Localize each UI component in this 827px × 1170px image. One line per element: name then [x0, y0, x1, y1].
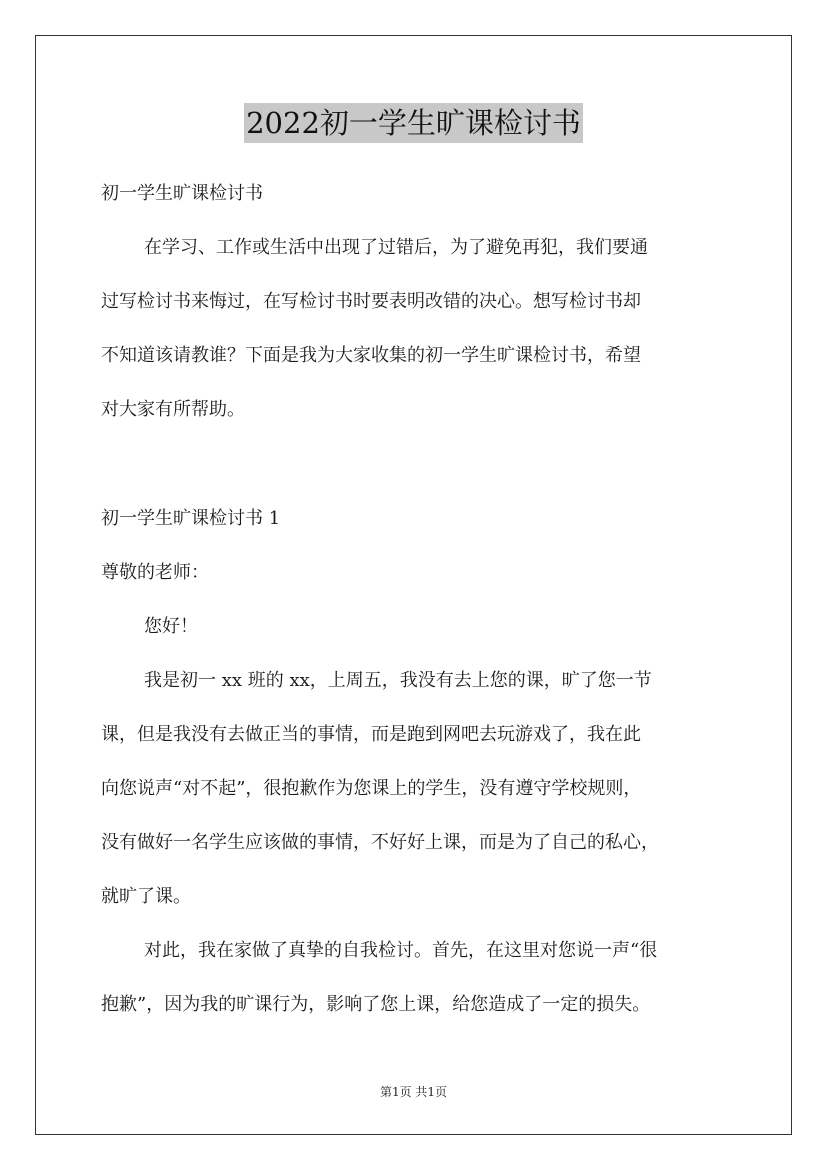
greeting: 您好！ [144, 616, 198, 637]
document-title: 2022初一学生旷课检讨书 [244, 103, 583, 143]
paragraph-line: 对此，我在家做了真挚的自我检讨。首先，在这里对您说一声“很 [144, 940, 658, 961]
document-title-wrap [0, 103, 827, 143]
paragraph-line: 就旷了课。 [101, 886, 191, 907]
page-number: 第1页 共1页 [379, 1085, 448, 1099]
intro-line: 在学习、工作或生活中出现了过错后，为了避免再犯，我们要通 [144, 237, 648, 258]
intro-line: 不知道该请教谁？下面是我为大家收集的初一学生旷课检讨书，希望 [101, 345, 641, 366]
subtitle: 初一学生旷课检讨书 [101, 183, 263, 204]
salutation: 尊敬的老师： [101, 562, 209, 583]
paragraph-line: 抱歉”，因为我的旷课行为，影响了您上课，给您造成了一定的损失。 [101, 994, 651, 1015]
section-heading: 初一学生旷课检讨书 1 [101, 508, 281, 529]
paragraph-line: 我是初一 xx 班的 xx，上周五，我没有去上您的课，旷了您一节 [144, 670, 652, 691]
paragraph-line: 课，但是我没有去做正当的事情，而是跑到网吧去玩游戏了，我在此 [101, 724, 641, 745]
intro-line: 对大家有所帮助。 [101, 399, 245, 420]
paragraph-line: 没有做好一名学生应该做的事情，不好好上课，而是为了自己的私心， [101, 832, 659, 853]
paragraph-line: 向您说声“对不起”，很抱歉作为您课上的学生，没有遵守学校规则， [101, 778, 642, 799]
page-footer [0, 1083, 827, 1101]
intro-line: 过写检讨书来悔过，在写检讨书时要表明改错的决心。想写检讨书却 [101, 291, 641, 312]
